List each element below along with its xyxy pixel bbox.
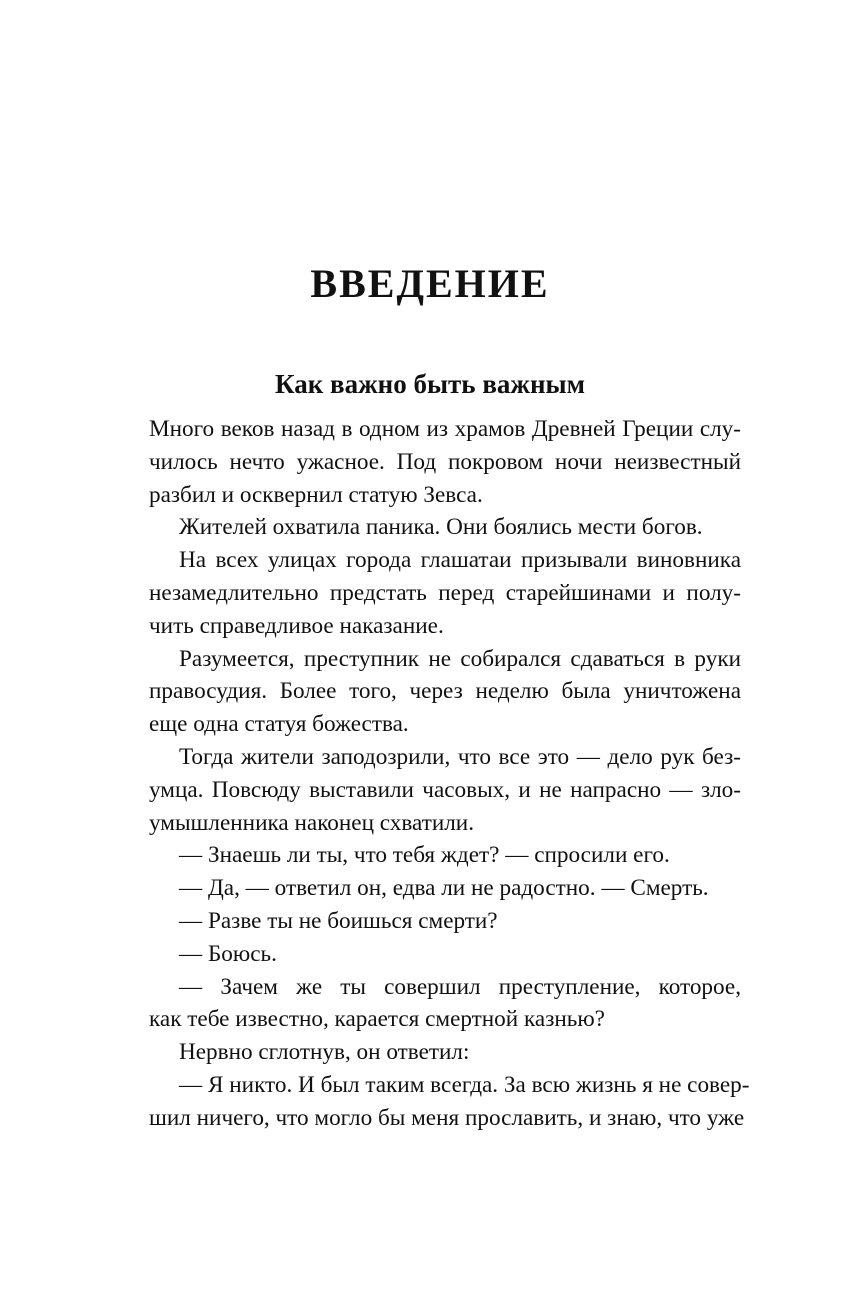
text-line: незамедлительно предстать перед старейшинами и полу-	[149, 579, 741, 606]
chapter-title: ВВЕДЕНИЕ	[310, 261, 550, 306]
section-title: Как важно быть важным	[274, 369, 586, 399]
paragraph	[119, 872, 741, 905]
paragraph	[119, 741, 741, 839]
paragraph	[119, 413, 741, 511]
text-line: Много веков назад в одном из храмов Древней Греции слу-	[149, 416, 741, 442]
text-line: — Боюсь.	[179, 940, 277, 967]
paragraph	[119, 1036, 741, 1069]
text-line: Тогда жители заподозрили, что все это — дело рук без-	[179, 743, 741, 770]
text-line: — Разве ты не боишься смерти?	[179, 907, 498, 934]
text-line: шил ничего, что могло бы меня прославить, и знаю, что уже	[149, 1104, 745, 1131]
text-line: разбил и осквернил статую Зевса.	[149, 481, 483, 508]
text-line: — Да, — ответил он, едва ли не радостно. — Смерть.	[179, 875, 709, 902]
text-line: еще одна статуя божества.	[149, 711, 409, 738]
text-line: — Зачем же ты совершил преступление, которое,	[179, 973, 741, 1000]
paragraph	[119, 511, 741, 544]
text-line: — Я никто. И был таким всегда. За всю жизнь я не совер-	[179, 1071, 750, 1098]
body-text	[119, 413, 750, 1135]
paragraph	[119, 938, 741, 971]
text-line: Нервно сглотнув, он ответил:	[179, 1039, 470, 1066]
text-line: Жителей охватила паника. Они боялись мести богов.	[179, 514, 703, 541]
text-line: — Знаешь ли ты, что тебя ждет? — спросили его.	[179, 842, 670, 869]
paragraph	[119, 643, 741, 741]
paragraph	[119, 1069, 750, 1135]
text-line: Разумеется, преступник не собирался сдаваться в руки	[179, 645, 741, 672]
paragraph	[119, 544, 741, 642]
text-line: умышленника наконец схватили.	[149, 809, 475, 836]
text-line: На всех улицах города глашатаи призывали виновника	[179, 547, 741, 574]
text-line: чилось нечто ужасное. Под покровом ночи неизвестный	[149, 448, 741, 475]
text-line: чить справедливое наказание.	[149, 612, 444, 639]
text-line: как тебе известно, карается смертной казнью?	[149, 1006, 605, 1033]
book-page	[119, 0, 750, 1299]
paragraph	[119, 971, 741, 1037]
paragraph	[119, 839, 741, 872]
text-line: правосудия. Более того, через неделю была уничтожена	[149, 678, 741, 705]
text-line: умца. Повсюду выставили часовых, и не напрасно — зло-	[149, 776, 741, 803]
paragraph	[119, 905, 741, 938]
